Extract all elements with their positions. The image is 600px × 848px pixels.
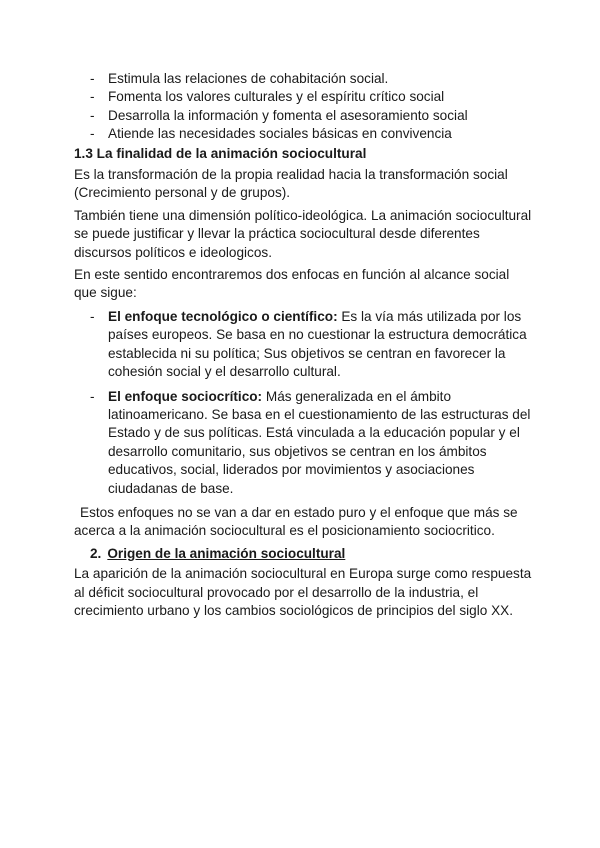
section-title: Origen de la animación sociocultural [107,545,346,561]
approach-label: El enfoque sociocrítico: [108,388,263,404]
paragraph: También tiene una dimensión político-ideológica. La animación sociocultural se puede justificar y llevar la práctica sociocultural desde diferentes discursos políticos e ideologicos. [74,207,532,260]
section-number: 2. [90,545,102,561]
paragraph: Es la transformación de la propia realidad hacia la transformación social (Crecimiento personal y de grupos). [74,167,508,201]
list-item: - Fomenta los valores culturales y el espíritu crítico social [74,88,534,106]
approach-text: Es la vía más utilizada por los países europeos. Se basa en no cuestionar la estructura democrática establecida ni su política; Sus objetivos se centran en favorecer la cohesión social y el desarrollo cultural. [108,308,527,380]
approach-item-sociocritical [74,388,534,498]
list-item: - Desarrolla la información y fomenta el asesoramiento social [74,107,534,125]
approach-text: Más generalizada en el ámbito latinoamericano. Se basa en el cuestionamiento de las estructuras del Estado y de sus políticas. Está vinculada a la educación popular y el desarrollo comunitario, sus objetivos se centran en los ámbitos educativos, social, liderados por movimientos y asociaciones ciudadanas de base. [108,388,531,496]
objectives-list [74,70,534,144]
paragraph: La aparición de la animación sociocultural en Europa surge como respuesta al déficit sociocultural provocado por el desarrollo de la industria, el crecimiento urbano y los cambios sociológicos de principios del siglo XX. [74,566,532,618]
document-content [74,70,534,624]
paragraph: En este sentido encontraremos dos enfocas en función al alcance social que sigue: [74,267,510,301]
bullet-dash: - [90,107,95,123]
approach-label: El enfoque tecnológico o científico: [108,308,338,324]
bullet-dash: - [90,308,95,324]
bullet-dash: - [90,71,95,86]
bullet-dash: - [90,126,95,142]
approach-item-technological [74,308,534,382]
bullet-dash: - [90,89,95,105]
paragraph: Estos enfoques no se van a dar en estado puro y el enfoque que más se acerca a la animación sociocultural es el posicionamiento sociocritico. [74,504,518,539]
section-heading-1-3: 1.3 La finalidad de la animación sociocultural [74,145,367,161]
list-item: - Estimula las relaciones de cohabitación social. [74,70,534,88]
section-heading-2 [74,545,534,563]
approaches-list [74,308,534,498]
list-item: - Atiende las necesidades sociales básicas en convivencia [74,125,534,143]
bullet-dash: - [90,388,95,404]
